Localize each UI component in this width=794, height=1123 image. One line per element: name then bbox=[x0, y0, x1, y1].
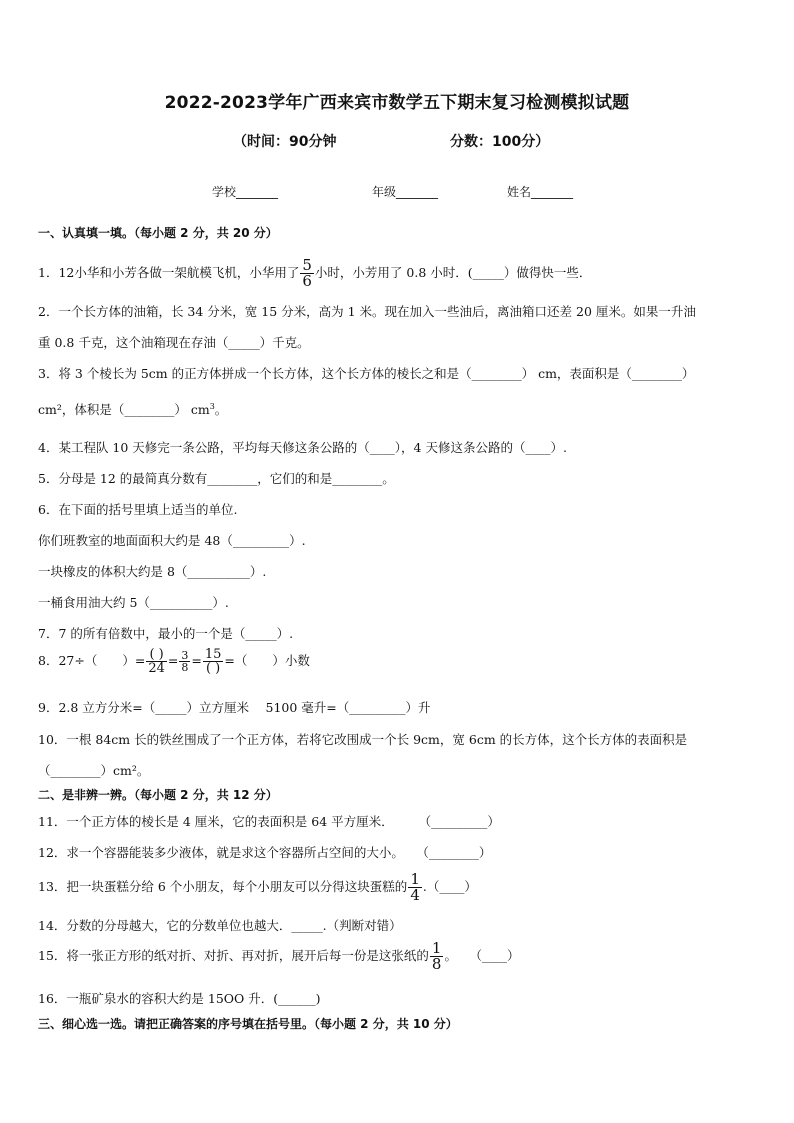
grade-field: 年级_______ bbox=[372, 185, 439, 199]
question-15 bbox=[38, 941, 519, 972]
section-3-heading: 三、细心选一选。请把正确答案的序号填在括号里。（每小题 2 分，共 10 分） bbox=[38, 1017, 458, 1031]
fraction-denominator: 24 bbox=[148, 661, 165, 676]
fraction-numerator: 15 bbox=[204, 647, 222, 662]
question-6-b: 一块橡皮的体积大约是 8（__________）. bbox=[38, 564, 267, 579]
name-field: 姓名_______ bbox=[507, 185, 574, 199]
equals-sign: = bbox=[167, 653, 179, 668]
question-16: 16．一瓶矿泉水的容积大约是 15OO 升．(______) bbox=[38, 991, 321, 1006]
question-6-a: 你们班教室的地面面积大约是 48（_________）. bbox=[38, 533, 306, 548]
question-10-line-1: 10．一根 84cm 长的铁丝围成了一个正方体，若将它改围成一个长 9cm，宽 6cm 的长方体，这个长方体的表面积是 bbox=[38, 732, 688, 747]
fraction-1-4 bbox=[408, 872, 422, 903]
fraction-numerator: ( ) bbox=[146, 648, 167, 662]
page-title: 2022-2023学年广西来宾市数学五下期末复习检测模拟试题 bbox=[164, 93, 630, 113]
question-15-end: 。 （____） bbox=[444, 948, 520, 963]
question-2-line-2: 重 0.8 千克，这个油箱现在存油（_____）千克。 bbox=[38, 335, 310, 350]
question-6: 6．在下面的括号里填上适当的单位. bbox=[38, 502, 238, 517]
question-11: 11．一个正方体的棱长是 4 厘米，它的表面积是 64 平方厘米． （_________） bbox=[38, 814, 500, 829]
question-8-text: 8．27÷（ ）= bbox=[38, 653, 146, 668]
question-3-end: 。 bbox=[214, 402, 228, 417]
fraction-denominator: 4 bbox=[410, 886, 420, 904]
question-8 bbox=[38, 648, 310, 675]
question-13 bbox=[38, 872, 477, 903]
question-13-end: .（____） bbox=[422, 879, 477, 894]
fraction-denominator: 6 bbox=[302, 272, 312, 290]
question-13-text: 13．把一块蛋糕分给 6 个小朋友，每个小朋友可以分得这块蛋糕的 bbox=[38, 879, 408, 894]
question-15-text: 15．将一张正方形的纸对折、对折、再对折，展开后每一份是这张纸的 bbox=[38, 948, 429, 963]
school-field: 学校_______ bbox=[212, 185, 279, 199]
question-5: 5．分母是 12 的最简真分数有________，它们的和是________。 bbox=[38, 471, 395, 486]
fraction-blank-24 bbox=[146, 648, 167, 675]
question-3-text: cm²，体积是（________） cm bbox=[38, 402, 210, 417]
question-3-line-1: 3．将 3 个棱长为 5cm 的正方体拼成一个长方体，这个长方体的棱长之和是（________） cm，表面积是（________） bbox=[38, 366, 695, 381]
question-8-end: =（ ）小数 bbox=[224, 653, 310, 668]
question-12: 12．求一个容器能装多少液体，就是求这个容器所占空间的大小。 （________） bbox=[38, 845, 492, 860]
equals-sign: = bbox=[191, 653, 202, 668]
question-4: 4．某工程队 10 天修完一条公路，平均每天修这条公路的（____），4 天修这条公路的（____）. bbox=[38, 440, 567, 455]
section-2-heading: 二、是非辨一辨。（每小题 2 分，共 12 分） bbox=[38, 788, 278, 802]
fraction-numerator: 3 bbox=[181, 649, 189, 662]
total-score: 分数：100分） bbox=[450, 134, 550, 150]
question-2-line-1: 2．一个长方体的油箱，长 34 分米，宽 15 分米，高为 1 米。现在加入一些油后，离油箱口还差 20 厘米。如果一升油 bbox=[38, 304, 696, 319]
fraction-1-8 bbox=[430, 941, 444, 972]
question-1 bbox=[38, 258, 591, 289]
question-10-line-2: （________）cm²。 bbox=[38, 763, 150, 778]
fraction-3-8 bbox=[179, 650, 190, 673]
fraction-denominator: 8 bbox=[431, 955, 442, 973]
fraction-numerator: 1 bbox=[431, 939, 442, 957]
question-7: 7．7 的所有倍数中，最小的一个是（_____）. bbox=[38, 626, 294, 641]
question-1-text: 1．12小华和小芳各做一架航模飞机，小华用了 bbox=[38, 265, 300, 280]
question-3-line-2 bbox=[38, 400, 227, 418]
question-9: 9．2.8 立方分米=（_____）立方厘米 5100 毫升=（_________）升 bbox=[38, 700, 431, 715]
cubic-superscript: 3 bbox=[209, 401, 215, 411]
question-6-c: 一桶食用油大约 5（__________）. bbox=[38, 595, 229, 610]
time-limit: （时间：90分钟 bbox=[233, 134, 337, 150]
fraction-denominator: ( ) bbox=[205, 661, 221, 676]
fraction-15-blank bbox=[203, 648, 224, 675]
fraction-5-6 bbox=[300, 258, 314, 289]
question-1-text-end: 小时，小芳用了 0.8 小时．(_____）做得快一些． bbox=[314, 265, 592, 280]
question-14: 14．分数的分母越大，它的分数单位也越大．_____.（判断对错） bbox=[38, 918, 402, 933]
fraction-denominator: 8 bbox=[181, 661, 189, 674]
fraction-numerator: 5 bbox=[302, 256, 312, 274]
fraction-numerator: 1 bbox=[410, 870, 420, 888]
section-1-heading: 一、认真填一填。（每小题 2 分，共 20 分） bbox=[38, 226, 278, 240]
